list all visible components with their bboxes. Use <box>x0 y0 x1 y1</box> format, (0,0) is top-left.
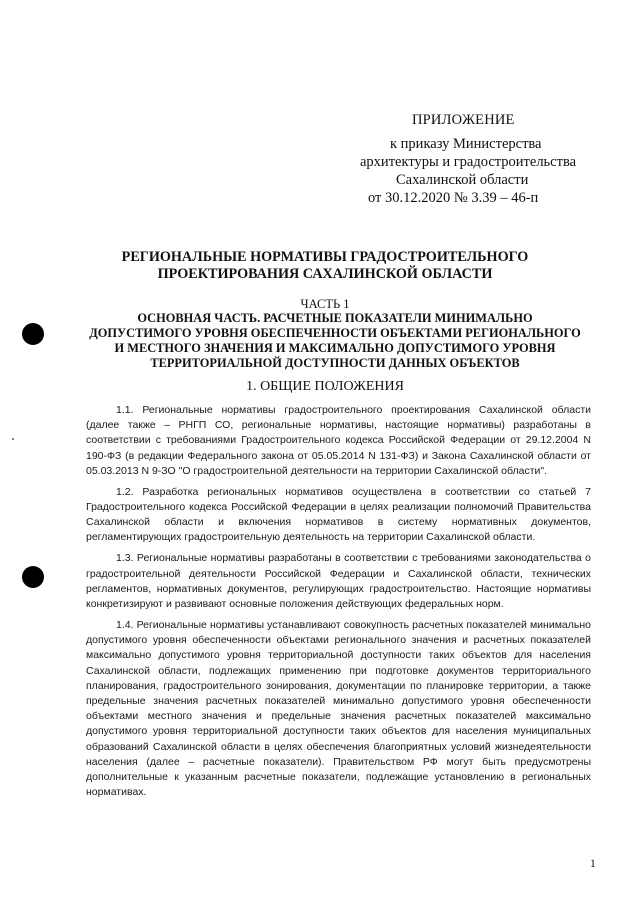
document-title-line: ПРОЕКТИРОВАНИЯ САХАЛИНСКОЙ ОБЛАСТИ <box>157 266 493 282</box>
paragraph: 1.2. Разработка региональных нормативов осуществлена в соответствии со статьей 7 Градостроительного кодекса Российской Федерации в целях реализации полномочий Правительства Сахалинской области и включения нормативов в систему нормативных документов, регламентирующих градостроительную деятельность на территории Сахалинской области. <box>86 485 591 544</box>
paragraph: 1.4. Региональные нормативы устанавливают совокупность расчетных показателей минимально допустимого уровня обеспеченности объектами регионального значения и расчетных показателей максимально допустимого уровня территориальной доступности таких объектов для населения Сахалинской области, подлежащих применению при подготовке документов территориального планирования, градостроительного зонирования, документации по планировке территории, а также предельные значения расчетных показателей минимально допустимого уровня обеспеченности объектами местного значения и предельные значения расчетных показателей максимально допустимого уровня территориальной доступности таких объектов для населения муниципальных образований Сахалинской области в целях обеспечения благоприятных условий жизнедеятельности населения (далее – расчетные показатели). Правительством РФ могут быть предусмотрены дополнительные к указанным расчетные показатели, подлежащие установлению в региональных нормативах. <box>86 619 591 799</box>
punch-hole-mark <box>22 566 44 588</box>
document-title-line: РЕГИОНАЛЬНЫЕ НОРМАТИВЫ ГРАДОСТРОИТЕЛЬНОГО <box>121 249 529 265</box>
part-label: ЧАСТЬ 1 <box>300 297 350 311</box>
ministry-line: архитектуры и градостроительства <box>360 154 577 170</box>
scan-speck <box>12 438 14 440</box>
punch-hole-mark <box>22 323 44 345</box>
paragraph: 1.1. Региональные нормативы градостроительного проектирования Сахалинской области (далее также – РНГП СО, региональные нормативы, настоящие нормативы) разработаны в соответствии с требованиями Градостроительного кодекса Российской Федерации от 29.12.2004 N 190-ФЗ (в редакции Федерального закона от 05.05.2014 N 131-ФЗ) и Закона Сахалинской области от 05.03.2013 N 9-ЗО "О градостроительной деятельности на территории Сахалинской области". <box>86 404 591 477</box>
body-text <box>86 403 591 800</box>
order-line: к приказу Министерства <box>390 136 542 152</box>
section-heading: 1. ОБЩИЕ ПОЛОЖЕНИЯ <box>246 379 404 394</box>
paragraph: 1.3. Региональные нормативы разработаны в соответствии с требованиями законодательства о градостроительной деятельности Российской Федерации и Сахалинской области, технических регламентов, нормативных документов, регулирующих градостроительство. Настоящие нормативы конкретизируют и развивают основные положения действующих федеральных норм. <box>86 552 591 611</box>
region-line: Сахалинской области <box>396 172 529 188</box>
order-date-number: от 30.12.2020 № 3.39 – 46-п <box>368 190 539 206</box>
appendix-heading: ПРИЛОЖЕНИЕ <box>412 112 515 128</box>
page-number: 1 <box>590 858 596 870</box>
part-title: ОСНОВНАЯ ЧАСТЬ. РАСЧЕТНЫЕ ПОКАЗАТЕЛИ МИНИМАЛЬНО ДОПУСТИМОГО УРОВНЯ ОБЕСПЕЧЕННОСТИ ОБЪЕКТАМИ РЕГИОНАЛЬНОГО И МЕСТНОГО ЗНАЧЕНИЯ И МАКСИМАЛЬНО ДОПУСТИМОГО УРОВНЯ ТЕРРИТОРИАЛЬНОЙ ДОСТУПНОСТИ ДАННЫХ ОБЪЕКТОВ <box>89 311 581 370</box>
